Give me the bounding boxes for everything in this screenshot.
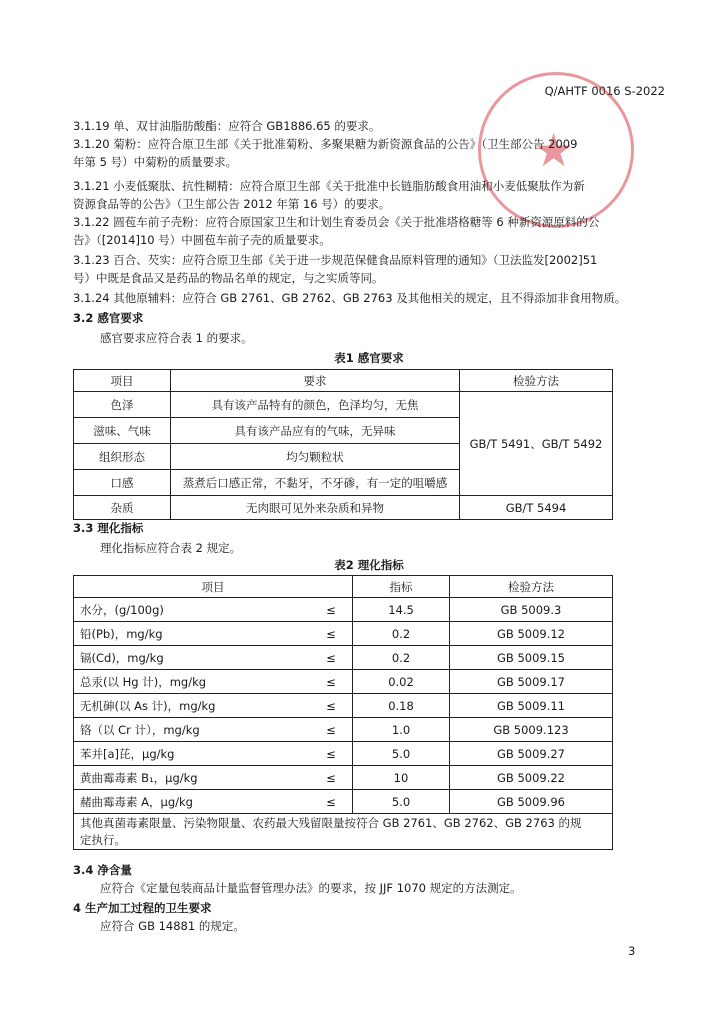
section-heading: 3.4 净含量 bbox=[73, 863, 132, 877]
table-cell: 滋味、气味 bbox=[74, 418, 171, 444]
table-cell: 色泽 bbox=[74, 392, 171, 418]
table-cell: GB 5009.12 bbox=[450, 622, 613, 646]
table-header: 检验方法 bbox=[460, 370, 613, 392]
table-cell: 黄曲霉毒素 B₁，μg/kg bbox=[74, 766, 311, 790]
table-cell: 赭曲霉毒素 A，μg/kg bbox=[74, 790, 311, 814]
clause-3-1-21-cont: 资源食品等的公告》（卫生部公告 2012 年第 16 号）的要求。 bbox=[73, 197, 391, 211]
table-cell: ≤ bbox=[310, 790, 353, 814]
clause-3-1-20-cont: 年第 5 号）中菊粉的质量要求。 bbox=[73, 155, 238, 169]
doc-code: Q/AHTF 0016 S-2022 bbox=[544, 84, 665, 98]
clause-3-1-20: 3.1.20 菊粉：应符合原卫生部《关于批准菊粉、多聚果糖为新资源食品的公告》（卫生部公告 2009 bbox=[73, 137, 578, 151]
table-cell: 0.2 bbox=[353, 622, 450, 646]
table-cell: 总汞(以 Hg 计)，mg/kg bbox=[74, 670, 311, 694]
table-cell: 组织形态 bbox=[74, 444, 171, 470]
section-intro: 理化指标应符合表 2 规定。 bbox=[100, 541, 242, 555]
table-cell: GB 5009.11 bbox=[450, 694, 613, 718]
table-cell: 0.2 bbox=[353, 646, 450, 670]
table-cell: GB 5009.123 bbox=[450, 718, 613, 742]
clause-3-1-22: 3.1.22 圆苞车前子壳粉：应符合原国家卫生和计划生育委员会《关于批准塔格糖等 6 种新资源原料的公 bbox=[73, 215, 600, 229]
table-cell: 无肉眼可见外来杂质和异物 bbox=[171, 496, 460, 520]
table-caption: 表1 感官要求 bbox=[334, 351, 404, 365]
table-header: 检验方法 bbox=[450, 576, 613, 598]
table-cell: GB 5009.17 bbox=[450, 670, 613, 694]
clause-3-1-22-cont: 告》（[2014]10 号）中圆苞车前子壳的质量要求。 bbox=[73, 233, 331, 247]
table-cell: ≤ bbox=[310, 622, 353, 646]
table-cell: GB/T 5494 bbox=[460, 496, 613, 520]
clause-3-1-24: 3.1.24 其他原辅料：应符合 GB 2761、GB 2762、GB 2763 及其他相关的规定，且不得添加非食用物质。 bbox=[73, 291, 627, 305]
table-cell: 1.0 bbox=[353, 718, 450, 742]
table-cell: 均匀颗粒状 bbox=[171, 444, 460, 470]
table-cell: GB 5009.96 bbox=[450, 790, 613, 814]
table-cell: 铅(Pb)，mg/kg bbox=[74, 622, 311, 646]
table-cell: 镉(Cd)，mg/kg bbox=[74, 646, 311, 670]
table-caption: 表2 理化指标 bbox=[334, 558, 404, 572]
section-heading: 3.2 感官要求 bbox=[73, 311, 144, 325]
table-cell: ≤ bbox=[310, 742, 353, 766]
table-cell: ≤ bbox=[310, 694, 353, 718]
table-cell: 5.0 bbox=[353, 790, 450, 814]
table-cell: 0.02 bbox=[353, 670, 450, 694]
table-header: 项目 bbox=[74, 576, 353, 598]
table-header: 项目 bbox=[74, 370, 171, 392]
table-cell: ≤ bbox=[310, 670, 353, 694]
clause-3-1-23-cont: 号）中既是食品又是药品的物品名单的规定，与之实质等同。 bbox=[73, 271, 384, 285]
table-cell: 5.0 bbox=[353, 742, 450, 766]
table-cell: 0.18 bbox=[353, 694, 450, 718]
section-heading: 4 生产加工过程的卫生要求 bbox=[73, 901, 212, 915]
table-cell: ≤ bbox=[310, 646, 353, 670]
page-number: 3 bbox=[628, 944, 636, 958]
table-cell: GB/T 5491、GB/T 5492 bbox=[460, 392, 613, 496]
clause-3-1-21: 3.1.21 小麦低聚肽、抗性糊精：应符合原卫生部《关于批准中长链脂肪酸食用油和小麦低聚肽作为新 bbox=[73, 179, 585, 193]
table-cell: 具有该产品应有的气味，无异味 bbox=[171, 418, 460, 444]
clause-3-1-23: 3.1.23 百合、芡实：应符合原卫生部《关于进一步规范保健食品原料管理的通知》（卫法监发[2002]51 bbox=[73, 253, 598, 267]
table-cell: GB 5009.22 bbox=[450, 766, 613, 790]
section-body: 应符合《定量包装商品计量监督管理办法》的要求，按 JJF 1070 规定的方法测定。 bbox=[100, 881, 522, 895]
table-header: 要求 bbox=[171, 370, 460, 392]
table-cell: ≤ bbox=[310, 766, 353, 790]
table-cell: 水分，(g/100g) bbox=[74, 598, 311, 622]
star-icon: ★ bbox=[533, 123, 575, 177]
section-heading: 3.3 理化指标 bbox=[73, 521, 144, 535]
table-note-cont: 定执行。 bbox=[80, 832, 126, 847]
table-cell: ≤ bbox=[310, 598, 353, 622]
section-body: 应符合 GB 14881 的规定。 bbox=[100, 919, 245, 933]
table-cell: ≤ bbox=[310, 718, 353, 742]
table-note: 其他真菌毒素限量、污染物限量、农药最大残留限量按符合 GB 2761、GB 2762、GB 2763 的规 bbox=[80, 815, 582, 830]
table-cell: 口感 bbox=[74, 470, 171, 496]
sensory-table bbox=[73, 369, 613, 520]
table-cell: 铬（以 Cr 计），mg/kg bbox=[74, 718, 311, 742]
table-cell: 具有该产品特有的颜色，色泽均匀，无焦 bbox=[171, 392, 460, 418]
table-cell: 无机砷(以 As 计)，mg/kg bbox=[74, 694, 311, 718]
section-intro: 感官要求应符合表 1 的要求。 bbox=[100, 331, 253, 345]
table-cell: 杂质 bbox=[74, 496, 171, 520]
table-cell: 14.5 bbox=[353, 598, 450, 622]
physchem-table bbox=[73, 575, 613, 850]
table-cell: 蒸煮后口感正常，不黏牙，不牙碜，有一定的咀嚼感 bbox=[171, 470, 460, 496]
table-cell: GB 5009.3 bbox=[450, 598, 613, 622]
table-cell: GB 5009.27 bbox=[450, 742, 613, 766]
table-cell: 苯并[a]芘，μg/kg bbox=[74, 742, 311, 766]
table-cell: GB 5009.15 bbox=[450, 646, 613, 670]
table-header: 指标 bbox=[353, 576, 450, 598]
clause-3-1-19: 3.1.19 单、双甘油脂肪酸酯：应符合 GB1886.65 的要求。 bbox=[73, 119, 381, 133]
table-cell: 10 bbox=[353, 766, 450, 790]
